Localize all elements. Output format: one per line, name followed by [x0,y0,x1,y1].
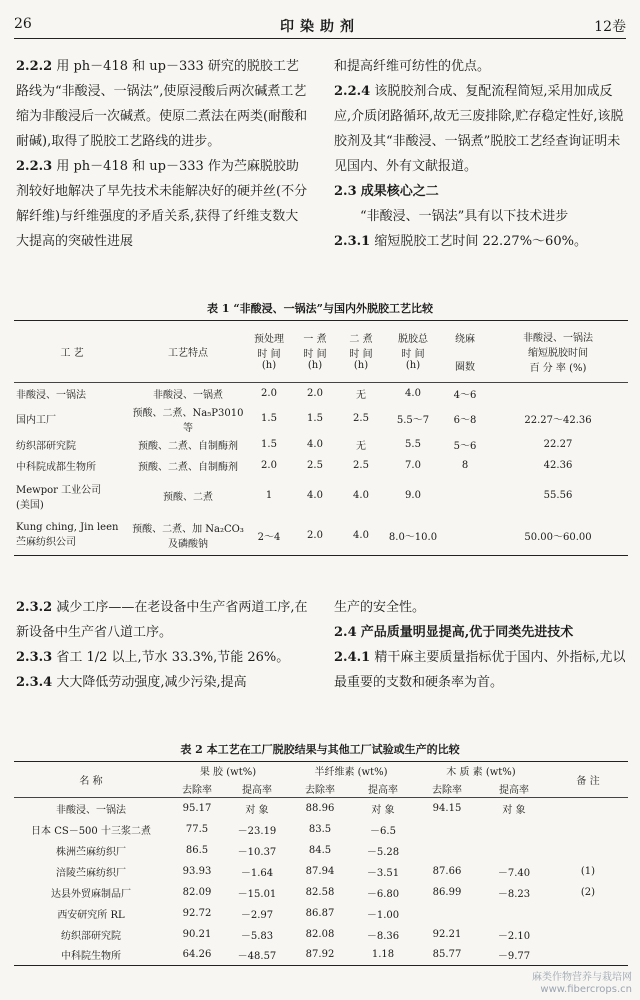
paragraph [16,645,310,670]
paragraph-text: 精干麻主要质量指标优于国内、外指标,尤以最重要的支数和硬条率为首。 [334,650,626,690]
table2-cell [548,903,628,924]
paragraph [334,645,626,695]
table1-caption: 表 1 “非酸浸、一锅法”与国内外脱胶工艺比较 [207,302,433,315]
table2-row [14,903,628,924]
table2-cell: 1.18 [371,949,395,961]
watermark-line: www.fibercrops.cn [540,984,632,995]
table2-cell: 对 象 [245,804,269,816]
paragraph [334,179,626,204]
table2-header-lignin: 木 质 素 (wt%) [446,767,516,779]
table1-header-boil2 [338,321,384,383]
table1-header-line: (h) [307,360,323,371]
table1-cell [442,516,488,556]
paragraph [16,670,310,695]
table1-cell: 预酸、二煮、自制酶剂 [138,440,238,452]
table1-cell: 4.0 [353,490,369,501]
section-number: 2.3.4 [16,675,53,690]
paragraph-text: “非酸浸、一锅法”具有以下技术进步 [360,209,569,224]
table2-cell: 对 象 [502,804,526,816]
section-number: 2.3.3 [16,650,53,665]
table1-cell: 5.5～7 [396,415,430,426]
paragraph [16,154,310,254]
table2-cell [548,924,628,945]
table2-cell: －15.01 [237,888,277,900]
table1-row [14,476,628,516]
left-column-top [16,54,310,254]
table2-cell: 92.21 [432,928,462,940]
table2-cell: 83.5 [308,823,332,835]
table2-cell: 87.92 [305,949,335,961]
table1-header-line: 时 间 [349,349,373,360]
paragraph-text: 省工 1/2 以上,节水 33.3%,节能 26%。 [56,650,290,665]
paragraph-text: 大大降低劳动强度,减少污染,提高 [56,675,247,690]
paragraph [334,620,626,645]
table1-cell: 1 [265,490,273,501]
table2-cell: 82.58 [305,886,335,898]
paragraph-text: 该脱胶剂合成、复配流程简短,采用加成反应,介质闭路循环,故无三废排除,贮存稳定性好,该脱胶剂及其“非酸浸、一锅煮”脱胶工艺经查询证明未见国内、外有文献报道。 [334,84,624,174]
table2-cell: －6.5 [370,825,396,837]
paragraph [334,79,626,179]
paragraph-text: 产品质量明显提高,优于同类先进技术 [360,625,574,640]
table2-cell: 92.72 [182,907,212,919]
table2 [14,761,628,966]
table1-cell: 2.5 [353,413,369,424]
table2-cell: 88.96 [305,802,335,814]
journal-title: 印染助剂 [280,19,360,35]
table1-header-line: 时 间 [257,349,281,360]
table1-cell: 4.0 [405,387,421,399]
table2-cell [548,798,628,819]
table2-cell: (1) [580,865,596,877]
table1-cell: 1.5 [307,413,323,424]
table1-header-line: 非酸浸、一锅法 [523,333,593,344]
right-column-middle [334,595,626,695]
paragraph-text: 缩短脱胶工艺时间 22.27%～60%。 [374,234,587,249]
table1-header-boil1 [292,321,338,383]
table1-cell: 国内工厂 [16,415,56,426]
table2-cell: 93.93 [182,865,212,877]
paragraph [334,595,626,620]
table1-cell: 纺织部研究院 [16,440,76,452]
table1-header-line: 绕麻 [455,334,475,345]
table1-header-process: 工 艺 [60,348,84,359]
table2-cell: 日本 CS－500 十三浆二煮 [31,825,151,837]
table1-header-line: 圈数 [455,362,475,373]
table2-cell [548,945,628,966]
table1-row [14,516,628,556]
page-header [14,14,626,39]
table1-header-line: (h) [261,360,277,371]
table2-cell [414,903,480,924]
table2-cell: －23.19 [237,825,277,837]
table2-header-remarks: 备 注 [548,762,628,798]
table1-cell: 2.0 [261,387,277,399]
table2-cell: 64.26 [182,949,212,961]
paragraph-text: 用 ph－418 和 up－333 作为苎麻脱胶助剂较好地解决了早先技术未能解决好的硬并丝(不分解纤维)与纤维强度的矛盾关系,获得了纤维支数大大提高的突破性进展 [16,159,308,249]
section-number: 2.3 [334,184,357,199]
table1-cell: 5.5 [405,438,421,450]
table1-cell: 4.0 [307,438,323,450]
section-number: 2.3.1 [334,234,371,249]
paragraph-text: 成果核心之二 [360,184,439,199]
paragraph [16,595,310,645]
section-number: 2.3.2 [16,600,53,615]
table2-cell: 株洲苎麻纺织厂 [56,846,126,858]
section-number: 2.2.3 [16,159,53,174]
table1-header-line: 百 分 率 (%) [529,363,587,374]
paragraph [334,204,626,229]
table2-cell [548,840,628,861]
right-column-top [334,54,626,254]
table2-cell: －48.57 [237,951,277,963]
table2-cell: 87.66 [432,865,462,877]
table2-cell [480,840,548,861]
table2-cell: 对 象 [371,804,395,816]
table2-header-name: 名 称 [14,762,168,798]
table2-cell: 86.5 [185,844,209,856]
table2-subheader: 去除率 [432,784,462,796]
table1-cell: 预酸、二煮、加 Na₂CO₃ 及磷酸钠 [132,524,244,551]
table2-cell: 纺织部研究院 [61,930,121,942]
table1-cell: 2.0 [307,387,323,399]
table1-cell: 中科院成都生物所 [16,461,96,473]
watermark-line: 麻类作物营养与栽培网 [532,972,632,983]
paragraph [334,229,626,254]
table1-row [14,434,628,455]
table2-row [14,840,628,861]
table2-cell: 非酸浸、一锅法 [56,804,126,816]
table2-cell: 82.09 [182,886,212,898]
table1-cell: 4～6 [453,389,477,401]
table2-cell: 西安研究所 RL [57,909,125,921]
table2-cell [480,819,548,840]
table2-cell: 94.15 [432,802,462,814]
table1-header-line: 预处理 [254,334,284,345]
table2-cell: －3.51 [366,867,400,879]
table2-header-hemicellulose: 半纤维素 (wt%) [314,767,388,779]
table1-cell: 2.5 [353,459,369,471]
section-number: 2.2.4 [334,84,371,99]
table1-header-line: 一 煮 [303,334,327,345]
table2-row [14,861,628,882]
table2-row [14,819,628,840]
paragraph [334,54,626,79]
page-number: 26 [14,16,32,32]
table2-cell: －8.36 [366,930,400,942]
table2-cell: 82.08 [305,928,335,940]
table2-cell [548,819,628,840]
table1-cell: 7.0 [405,459,421,471]
table1-cell: 1.5 [261,438,277,450]
table1-header-line: (h) [405,360,421,371]
table1-cell: 8.0～10.0 [388,531,438,543]
table2-cell: －2.10 [497,930,531,942]
table2-row [14,924,628,945]
table2-subheader: 提高率 [368,784,398,796]
table2-cell: －7.40 [497,867,531,879]
paragraph-text: 减少工序——在老设备中生产省两道工序,在新设备中生产省八道工序。 [16,600,308,640]
section-number: 2.4.1 [334,650,371,665]
table2-subheader: 去除率 [305,784,335,796]
table2-cell: －10.37 [237,846,277,858]
table2-cell: (2) [580,886,596,898]
table1-header-row [14,321,628,383]
table1-cell: 2.5 [307,459,323,471]
table1-cell: 4.0 [307,490,323,501]
table1-cell: 2.0 [307,529,323,541]
table2-cell: －6.80 [366,888,400,900]
table1-header-total [384,321,442,383]
table1-header-feature: 工艺特点 [168,348,208,359]
watermark [532,972,632,996]
table2-cell: 85.77 [432,949,462,961]
table2-cell: 涪陵苎麻纺织厂 [56,867,126,879]
table2-header-pectin: 果 胶 (wt%) [199,767,257,779]
table1-cell: 55.56 [543,490,573,501]
table2-cell: 87.94 [305,865,335,877]
table1-cell: 4.0 [353,529,369,541]
table1-cell: 无 [356,389,366,401]
table1-cell: 预酸、二煮、Na₅P3010 等 [132,407,244,434]
table1-header-line: (h) [353,360,369,371]
table1-cell [488,383,628,404]
table2-cell [414,840,480,861]
table2-row [14,798,628,819]
section-number: 2.4 [334,625,357,640]
table2-subheader: 去除率 [182,784,212,796]
table1-cell: 9.0 [405,490,421,501]
table2-cell: 86.99 [432,886,462,898]
table2-caption: 表 2 本工艺在工厂脱胶结果与其他工厂试验或生产的比较 [180,743,460,756]
table2-cell: －1.64 [240,867,274,879]
table1-header-line: 二 煮 [349,334,373,345]
table2-row [14,945,628,966]
table2-cell [414,819,480,840]
table2-cell [480,903,548,924]
volume-label: 12卷 [594,19,626,35]
table1-cell [442,476,488,516]
paragraph-text: 生产的安全性。 [334,600,426,615]
section-number: 2.2.2 [16,59,53,74]
table2-cell: 90.21 [182,928,212,940]
table2-cell: 95.17 [182,802,212,814]
table1-cell: 非酸浸、一锅煮 [153,389,223,401]
table1-header-circles [442,321,488,383]
table2-cell: －5.83 [240,930,274,942]
table1-cell: 2.0 [261,459,277,471]
table1-cell: 预酸、二煮 [163,492,213,503]
table2-subheader: 提高率 [499,784,529,796]
table1-cell: Kung ching, Jin leen 苎麻纺织公司 [16,522,119,549]
table2-subheader: 提高率 [242,784,272,796]
table1-cell: 非酸浸、一锅法 [16,389,86,401]
left-column-middle [16,595,310,695]
table1 [14,320,628,556]
table1-cell: 预酸、二煮、自制酶剂 [138,461,238,473]
table1-header-line: 时 间 [401,349,425,360]
table1-cell: 无 [356,440,366,452]
table2-group-header-row [14,762,628,780]
table2-cell: 中科院生物所 [61,951,121,963]
table1-header-pretreat [246,321,292,383]
table2-cell: 达县外贸麻制品厂 [51,888,131,900]
table1-header-percent [488,321,628,383]
table1-cell: 5～6 [453,440,477,452]
table2-cell: －5.28 [366,846,400,858]
table2-cell: 84.5 [308,844,332,856]
table2-cell: 86.87 [305,907,335,919]
table1-row [14,455,628,476]
table1-row [14,404,628,434]
table1-cell: 50.00～60.00 [524,531,592,543]
table1-cell: 8 [461,459,469,471]
table1-cell: 22.27 [543,438,573,450]
table1-cell: Mewpor 工业公司 (美国) [16,484,102,511]
table2-cell: －1.00 [366,909,400,921]
table1-cell: 1.5 [261,413,277,424]
table1-header-line [444,345,486,358]
paragraph-text: 用 ph－418 和 up－333 研究的脱胶工艺路线为“非酸浸、一锅法”,使原浸酸后两次碱煮工艺缩为非酸浸后一次碱煮。使原二煮法在两类(耐酸和耐碱),取得了脱胶工艺路线的进步。 [16,59,308,149]
paragraph [16,54,310,154]
table1-header-line: 缩短脱胶时间 [528,348,588,359]
table2-row [14,882,628,903]
table1-header-line: 时 间 [303,349,327,360]
table1-cell: 6～8 [453,415,477,426]
table2-cell: －9.77 [497,951,531,963]
table1-cell: 42.36 [543,459,573,471]
table2-cell: －2.97 [240,909,274,921]
table1-header-line: 脱胶总 [398,334,428,345]
paragraph-text: 和提高纤维可纺性的优点。 [334,59,491,74]
table1-cell: 22.27～42.36 [524,415,592,426]
table1-cell: 2～4 [257,531,281,543]
table2-cell: －8.23 [497,888,531,900]
table2-cell: 77.5 [185,823,209,835]
table1-row [14,383,628,404]
